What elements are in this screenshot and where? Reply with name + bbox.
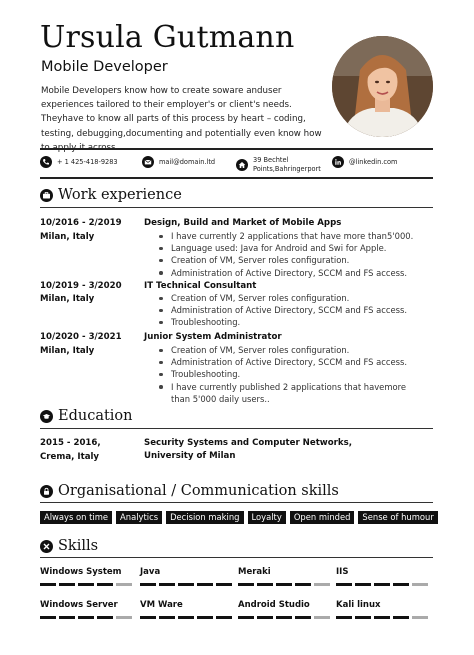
- skill-level-segment: [159, 583, 175, 586]
- skill-level-segment: [257, 616, 273, 619]
- skill-name: Meraki: [238, 567, 271, 577]
- work-rule: [40, 207, 433, 208]
- profile-photo: [332, 36, 433, 137]
- education-title: Education: [58, 408, 133, 424]
- contact-bottom-rule: [40, 177, 433, 179]
- education-dates: [40, 436, 101, 464]
- soft-skills-rule: [40, 502, 433, 503]
- skill-level-segment: [216, 616, 232, 619]
- skills-title: Skills: [58, 538, 99, 554]
- skill-level-segment: [374, 583, 390, 586]
- skill-level-segment: [412, 583, 428, 586]
- skill-level-segment: [116, 583, 132, 586]
- address-line2: Points,Bahringerport: [253, 165, 321, 173]
- job-title: Mobile Developer: [41, 59, 168, 75]
- skill-level-bar: [40, 616, 132, 619]
- skill-chip: Analytics: [116, 511, 162, 524]
- skill-level-segment: [178, 583, 194, 586]
- skill-level-segment: [78, 583, 94, 586]
- skill-chip: Always on time: [40, 511, 112, 524]
- skill-name: Java: [140, 567, 161, 577]
- briefcase-icon: [40, 189, 53, 202]
- skill-level-bar: [140, 583, 232, 586]
- address-line1: 39 Bechtel: [253, 156, 289, 164]
- education-location: Crema, Italy: [40, 452, 100, 462]
- contact-email: [142, 156, 215, 168]
- contact-address: [236, 156, 321, 174]
- job-bullets: [158, 292, 418, 329]
- bullet-item: Troubleshooting.: [158, 316, 418, 328]
- bullet-item: Creation of VM, Server roles configuration.: [158, 254, 418, 266]
- skill-chip: Loyalty: [248, 511, 286, 524]
- skill-level-segment: [140, 616, 156, 619]
- skill-level-segment: [216, 583, 232, 586]
- skill-level-segment: [295, 583, 311, 586]
- home-icon: [236, 159, 248, 171]
- skill-name: Windows Server: [40, 600, 118, 610]
- job-location: Milan, Italy: [40, 294, 95, 304]
- skill-level-segment: [393, 583, 409, 586]
- contact-top-rule: [40, 148, 433, 150]
- skill-level-segment: [336, 583, 352, 586]
- skill-chip: Sense of humour: [358, 511, 437, 524]
- bullet-item: Creation of VM, Server roles configuration.: [158, 344, 418, 356]
- bullet-item: Administration of Active Directory, SCCM and FS access.: [158, 356, 418, 368]
- skill-level-bar: [140, 616, 232, 619]
- skill-level-segment: [78, 616, 94, 619]
- phone-icon: [40, 156, 52, 168]
- resume-name: Ursula Gutmann: [40, 20, 295, 55]
- lock-icon: [40, 485, 53, 498]
- address-text: [253, 156, 321, 174]
- skill-level-segment: [238, 583, 254, 586]
- soft-skills-header: [40, 483, 339, 499]
- tools-icon: [40, 540, 53, 553]
- skill-level-bar: [238, 583, 330, 586]
- education-header: [40, 408, 133, 424]
- job-dates: 10/2020 - 3/2021: [40, 332, 122, 342]
- work-experience-header: [40, 187, 182, 203]
- job-role: IT Technical Consultant: [144, 281, 257, 291]
- skill-level-segment: [40, 616, 56, 619]
- bullet-item: I have currently published 2 applications that havemore than 5'000 daily users..: [158, 381, 418, 405]
- linkedin-link[interactable]: @linkedin.com: [349, 157, 398, 166]
- job-role: Design, Build and Market of Mobile Apps: [144, 218, 342, 228]
- skill-level-segment: [59, 616, 75, 619]
- skill-level-segment: [393, 616, 409, 619]
- job-dates: 10/2019 - 3/2020: [40, 281, 122, 291]
- skill-chip: Open minded: [290, 511, 355, 524]
- skill-level-segment: [238, 616, 254, 619]
- skill-level-segment: [116, 616, 132, 619]
- skill-name: Kali linux: [336, 600, 381, 610]
- bullet-item: I have currently 2 applications that have more than5'000.: [158, 230, 418, 242]
- job-role: Junior System Administrator: [144, 332, 282, 342]
- skill-name: Android Studio: [238, 600, 310, 610]
- skill-level-segment: [197, 583, 213, 586]
- skill-level-bar: [40, 583, 132, 586]
- work-experience-title: Work experience: [58, 187, 182, 203]
- mail-icon: [142, 156, 154, 168]
- job-bullets: [158, 230, 418, 279]
- soft-skills-chips: [40, 511, 438, 524]
- education-detail: [144, 437, 352, 463]
- education-degree: Security Systems and Computer Networks,: [144, 438, 352, 448]
- job-location: Milan, Italy: [40, 232, 95, 242]
- skill-level-segment: [40, 583, 56, 586]
- bullet-item: Administration of Active Directory, SCCM and FS access.: [158, 304, 418, 316]
- skill-level-segment: [314, 583, 330, 586]
- skill-level-segment: [412, 616, 428, 619]
- profile-summary: Mobile Developers know how to create soware anduser experiences tailored to their employer's or client's needs. Theyhave to know all parts of this process by heart – coding, testing, debugging,documenting and potentially even know how: [41, 86, 322, 139]
- skill-level-bar: [336, 583, 428, 586]
- skill-level-segment: [355, 616, 371, 619]
- phone-text: + 1 425-418-9283: [57, 157, 118, 166]
- contact-phone: [40, 156, 118, 168]
- skill-level-segment: [159, 616, 175, 619]
- skill-level-segment: [374, 616, 390, 619]
- skill-level-segment: [276, 583, 292, 586]
- skill-level-segment: [97, 583, 113, 586]
- skill-level-segment: [257, 583, 273, 586]
- skill-level-segment: [97, 616, 113, 619]
- skills-rule: [40, 557, 433, 558]
- bullet-item: Creation of VM, Server roles configuration.: [158, 292, 418, 304]
- skill-chip: Decision making: [166, 511, 243, 524]
- skill-name: IIS: [336, 567, 349, 577]
- education-rule: [40, 428, 433, 429]
- skill-level-bar: [238, 616, 330, 619]
- education-years: 2015 - 2016,: [40, 438, 101, 448]
- skill-level-segment: [276, 616, 292, 619]
- skill-name: VM Ware: [140, 600, 183, 610]
- skill-level-segment: [295, 616, 311, 619]
- skill-level-segment: [59, 583, 75, 586]
- skills-header: [40, 538, 98, 554]
- skill-level-segment: [178, 616, 194, 619]
- contact-linkedin: [332, 156, 397, 168]
- bullet-item: Troubleshooting.: [158, 368, 418, 380]
- bullet-item: Administration of Active Directory, SCCM and FS access.: [158, 267, 418, 279]
- soft-skills-title: Organisational / Communication skills: [58, 483, 339, 499]
- bullet-item: Language used: Java for Android and Swi for Apple.: [158, 242, 418, 254]
- skill-level-segment: [140, 583, 156, 586]
- linkedin-icon: [332, 156, 344, 168]
- job-bullets: [158, 344, 418, 405]
- email-link[interactable]: mail@domain.ltd: [159, 157, 216, 166]
- skill-level-segment: [314, 616, 330, 619]
- skill-name: Windows System: [40, 567, 122, 577]
- skill-level-segment: [336, 616, 352, 619]
- education-school: University of Milan: [144, 451, 236, 461]
- skill-level-segment: [197, 616, 213, 619]
- job-location: Milan, Italy: [40, 346, 95, 356]
- job-dates: 10/2016 - 2/2019: [40, 218, 122, 228]
- skill-level-bar: [336, 616, 428, 619]
- skill-level-segment: [355, 583, 371, 586]
- graduation-cap-icon: [40, 410, 53, 423]
